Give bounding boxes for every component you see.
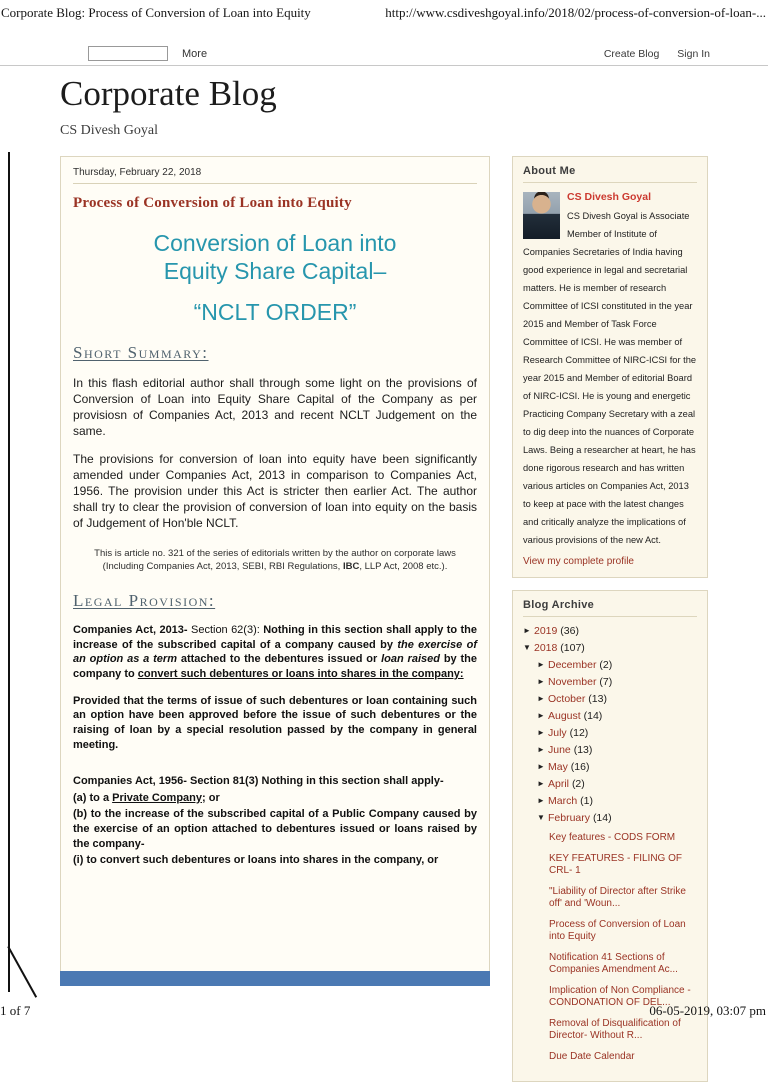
archive-count: (14) [583,710,603,722]
ca1956-clause-b: (b) to the increase of the subscribed capital of a Public Company caused by the exercise of an option attached to debentures issued or loans raised by the company- [73,808,477,850]
expand-arrow-icon[interactable]: ► [523,626,531,635]
archive-month-link[interactable]: November [548,676,597,688]
article-series-note [73,547,477,575]
companies-act-2013-paragraph: Companies Act, 2013- Section 62(3): Nothing in this section shall apply to the increase of the subscribed capital of a company caused by the exercise of an option as a term attached to the debentures issued or loan raised by the company to convert such debentures or loans into shares in the company: [73,624,478,680]
archive-count: (36) [560,625,579,637]
archive-count: (14) [592,812,612,824]
expand-arrow-icon[interactable]: ► [537,660,545,669]
blog-archive-heading: Blog Archive [523,599,697,617]
post-heading-line1: Conversion of Loan into [153,230,397,256]
blog-masthead [60,74,277,139]
archive-count: (2) [599,659,613,671]
about-me-widget [512,156,708,578]
archive-month-link[interactable]: February [548,812,591,824]
expand-arrow-icon[interactable]: ► [537,694,545,703]
pdf-header-title: Corporate Blog: Process of Conversion of Loan into Equity [1,5,311,20]
archive-month-link[interactable]: March [548,795,578,807]
proviso-paragraph: Provided that the terms of issue of such debentures or loan containing such an option have been approved before the issue of such debentures or the raising of loan by a special resolution passed by the company in general meeting. [73,694,477,751]
archive-count: (107) [560,642,585,654]
archive-count: (7) [599,676,613,688]
scan-edge-artifact [8,152,10,992]
ca1956-clause-i: (i) to convert such debentures or loans into shares in the company, or [73,854,439,867]
archive-post-list [549,832,697,1063]
archive-month-october [537,693,697,705]
ca1956-line1: Companies Act, 1956- Section 81(3) Nothing in this section shall apply- [73,775,444,788]
short-summary-heading: Short Summary: [73,343,209,363]
expand-arrow-icon[interactable]: ► [537,745,545,754]
archive-post-link[interactable]: Removal of Disqualification of Director- Without R... [549,1017,681,1041]
summary-paragraph-2: The provisions for conversion of loan into equity have been significantly amended under Companies Act, 2013 in comparison to Companies Act, 1956. The provision under this Act is stricter then earlier Act. The author shall try to clear the provision of conversion of loan into equity on the basis of Judgement of Hon'ble NCLT. [73,452,477,530]
collapse-arrow-icon[interactable]: ▼ [537,813,545,822]
archive-year-link[interactable]: 2018 [534,642,558,654]
pdf-page-header [1,5,766,21]
legal-provision-heading: Legal Provision: [73,591,216,611]
sidebar [512,156,708,1082]
archive-year-2018 [523,642,697,654]
create-blog-link[interactable]: Create Blog [603,47,660,60]
collapse-arrow-icon[interactable]: ▼ [523,643,531,652]
view-profile-link[interactable]: View my complete profile [523,556,634,567]
expand-arrow-icon[interactable]: ► [537,711,545,720]
archive-count: (2) [571,778,585,790]
cutoff-table-bar [60,971,490,986]
scan-diagonal-artifact [7,946,37,998]
about-me-heading: About Me [523,165,697,183]
pdf-header-url: http://www.csdiveshgoyal.info/2018/02/process-of-conversion-of-loan-... [385,5,766,20]
archive-count: (13) [588,693,607,705]
blog-subtitle: CS Divesh Goyal [60,123,158,138]
profile-photo[interactable] [523,192,560,239]
archive-post-link[interactable]: KEY FEATURES - FILING OF CRL- 1 [549,852,682,876]
post-heading [73,229,477,326]
archive-post-link[interactable]: Process of Conversion of Loan into Equity [549,918,686,942]
archive-post-link[interactable]: Notification 41 Sections of Companies Amendment Ac... [549,951,678,975]
archive-month-link[interactable]: May [548,761,568,773]
archive-month-april [537,778,697,790]
archive-month-july [537,727,697,739]
expand-arrow-icon[interactable]: ► [537,762,545,771]
article-note-post: , LLP Act, 2008 etc.). [359,561,448,573]
ca1956-clause-a: (a) to a Private Company; or [73,791,220,804]
archive-month-june [537,744,697,756]
post-heading-line2: Equity Share Capital– [163,258,387,285]
sign-in-link[interactable]: Sign In [677,47,710,60]
profile-name-link[interactable]: CS Divesh Goyal [567,191,652,203]
pdf-page-footer [0,1003,766,1019]
archive-month-may [537,761,697,773]
content-area [60,156,708,1082]
archive-post-link[interactable]: Key features - CODS FORM [549,832,676,843]
expand-arrow-icon[interactable]: ► [537,677,545,686]
blogger-navbar [0,42,768,66]
archive-year-link[interactable]: 2019 [534,625,558,637]
navbar-search-input[interactable] [88,46,168,61]
expand-arrow-icon[interactable]: ► [537,796,545,805]
expand-arrow-icon[interactable]: ► [537,779,545,788]
footer-datetime: 06-05-2019, 03:07 pm [649,1003,766,1018]
archive-month-link[interactable]: October [548,693,586,705]
archive-month-february [537,812,697,824]
article-note-bold: IBC [342,561,360,573]
archive-year-2019 [523,625,697,637]
summary-paragraph-1: In this flash editorial author shall through some light on the provisions of Conversion of Loan into Equity Share Capital of the Company as per provisiosn of Companies Act, 2013 and recent NCLT Judgement on the same. [73,376,477,438]
expand-arrow-icon[interactable]: ► [537,728,545,737]
archive-month-december [537,659,697,671]
archive-count: (1) [580,795,593,807]
post-title-link[interactable]: Process of Conversion of Loan into Equity [73,195,352,211]
archive-month-link[interactable]: April [548,778,570,790]
post-container [60,156,490,986]
archive-month-link[interactable]: December [548,659,597,671]
archive-post-link[interactable]: Due Date Calendar [549,1050,635,1062]
about-me-body [523,191,697,567]
navbar-more-menu[interactable]: More [182,47,208,60]
navbar-right-links [604,48,710,60]
archive-count: (12) [569,727,589,739]
archive-count: (16) [570,761,590,773]
archive-month-link[interactable]: July [548,727,567,739]
archive-month-august [537,710,697,722]
article-note-pre: This is article no. 321 of the series of editorials written by the author on corporate laws (Including Companies Act, 2013, SEBI, RBI Regulations, [94,547,456,573]
companies-act-1956-block [73,774,477,868]
archive-month-march [537,795,697,807]
archive-month-link[interactable]: June [548,744,571,756]
blog-title-link[interactable]: Corporate Blog [60,74,277,113]
archive-post-link[interactable]: Implication of Non Compliance - CONDONATION OF DEL... [549,984,691,1008]
archive-post-link[interactable]: "Liability of Director after Strike off' and 'Woun... [549,885,686,909]
profile-bio: CS Divesh Goyal is Associate Member of Institute of Companies Secretaries of India having good experience in legal and secretarial matters. He is member of research Committee of ICSI constituted in the year 2015 and Member of Task Force Committee of ICSI. He was member of Research Committee of NIRC-ICSI for the year 2015 and Member of editorial Board of NIRC-ICSI. He is young and energetic Practicing Company Secretary with a zeal to dig deep into the nuances of Corporate Laws. Being a researcher at heart, he has done rigorous research and has written various articles on Companies Act, 2013 to keep at pace with the latest changes and critically analyze the implications of various provisions of the new Act. [523,211,697,545]
archive-month-link[interactable]: August [548,710,581,722]
post-heading-line3: “NCLT ORDER” [193,299,357,326]
post-date: Thursday, February 22, 2018 [73,165,477,184]
archive-count: (13) [573,744,593,756]
page-number: 1 of 7 [0,1003,31,1018]
archive-month-november [537,676,697,688]
